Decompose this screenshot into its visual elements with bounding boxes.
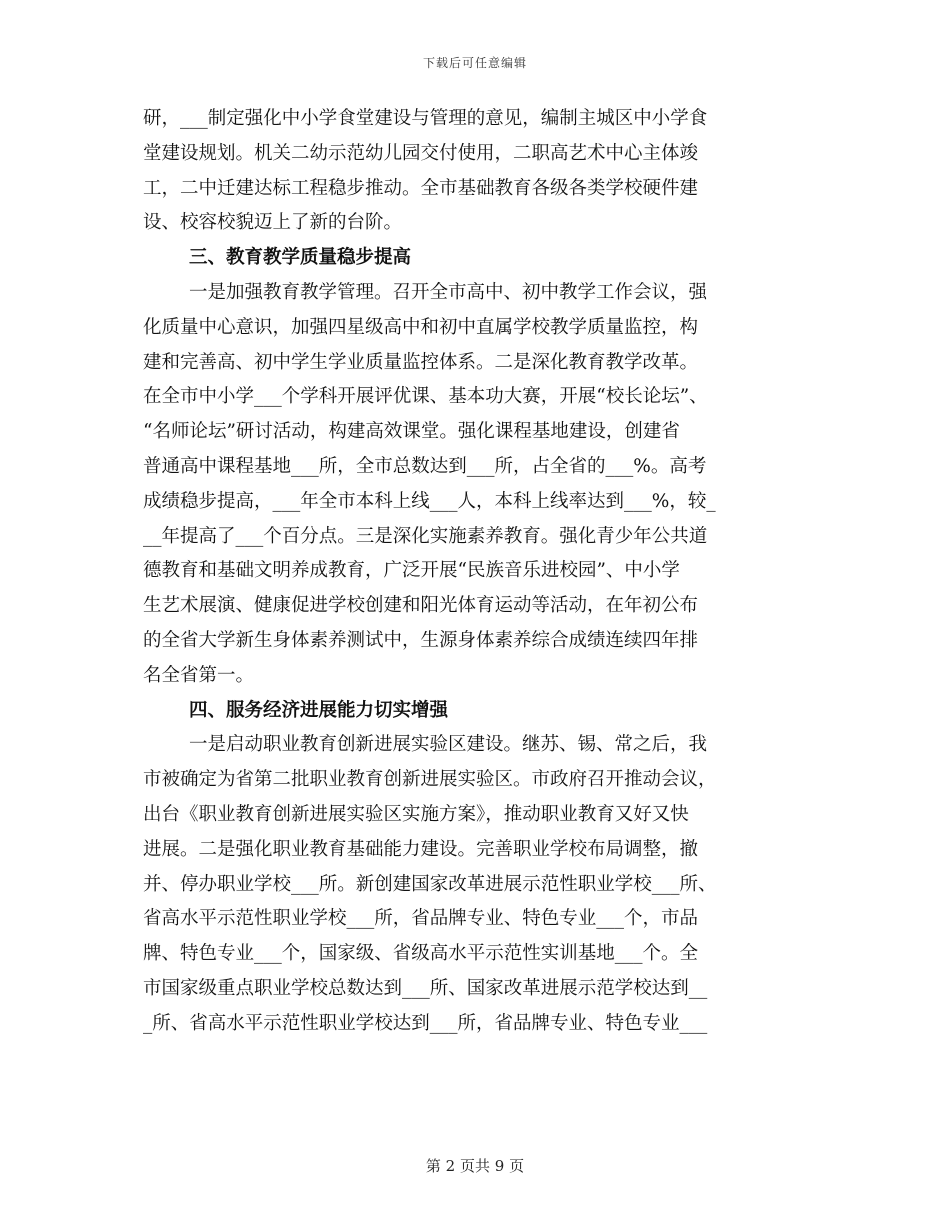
section-heading: 三、教育教学质量稳步提高 xyxy=(189,247,412,269)
paragraph-line: 名全省第一。 xyxy=(143,664,255,686)
paragraph-line: 研，___制定强化中小学食堂建设与管理的意见，编制主城区中小学食 xyxy=(143,108,708,129)
paragraph-line: 德教育和基础文明养成教育，广泛开展“民族音乐进校园”、中小学 xyxy=(143,560,680,582)
paragraph-line: 建和完善高、初中学生学业质量监控体系。二是深化教育教学改革。 xyxy=(143,351,699,373)
page-header: 下载后可任意编辑 xyxy=(422,56,527,70)
page-number-footer: 第 2 页共 9 页 xyxy=(425,1157,525,1175)
paragraph-line: “名师论坛”研讨活动，构建高效课堂。强化课程基地建设，创建省 xyxy=(143,421,680,443)
paragraph-line: 工，二中迁建达标工程稳步推动。全市基础教育各级各类学校硬件建 xyxy=(143,177,699,199)
paragraph-line: 牌、特色专业___个，国家级、省级高水平示范性实训基地___个。全 xyxy=(143,943,699,965)
paragraph-line: 设、校容校貌迈上了新的台阶。 xyxy=(143,212,403,234)
paragraph-line: 堂建设规划。机关二幼示范幼儿园交付使用，二职高艺术中心主体竣 xyxy=(143,142,699,164)
paragraph-line: _所、省高水平示范性职业学校达到___所，省品牌专业、特色专业___ xyxy=(143,1012,708,1034)
paragraph-line: 生艺术展演、健康促进学校创建和阳光体育运动等活动，在年初公布 xyxy=(143,595,699,617)
paragraph-line: 进展。二是强化职业教育基础能力建设。完善职业学校布局调整，撤 xyxy=(143,838,699,860)
paragraph-line: 市国家级重点职业学校总数达到___所、国家改革进展示范学校达到__ xyxy=(143,977,708,999)
document-body xyxy=(143,102,813,1042)
paragraph-line: 并、停办职业学校___所。新创建国家改革进展示范性职业学校___所、 xyxy=(143,873,717,895)
paragraph-line: 省高水平示范性职业学校___所，省品牌专业、特色专业___个，市品 xyxy=(143,908,699,930)
paragraph-line: 市被确定为省第二批职业教育创新进展实验区。市政府召开推动会议， xyxy=(143,769,717,791)
paragraph-line: 成绩稳步提高，___年全市本科上线___人，本科上线率达到___%，较_ xyxy=(143,490,716,512)
paragraph-line: 化质量中心意识，加强四星级高中和初中直属学校教学质量监控，构 xyxy=(143,316,699,338)
paragraph-line: 在全市中小学___个学科开展评优课、基本功大赛，开展“校长论坛”、 xyxy=(143,386,708,408)
paragraph-line: __年提高了___个百分点。三是深化实施素养教育。强化青少年公共道 xyxy=(143,525,708,547)
paragraph-line: 出台《职业教育创新进展实验区实施方案》，推动职业教育又好又快 xyxy=(143,803,689,825)
paragraph-line: 一是启动职业教育创新进展实验区建设。继苏、锡、常之后，我 xyxy=(189,734,708,756)
paragraph-line: 的全省大学新生身体素养测试中，生源身体素养综合成绩连续四年排 xyxy=(143,629,699,651)
paragraph-line: 一是加强教育教学管理。召开全市高中、初中教学工作会议，强 xyxy=(189,281,708,303)
paragraph-line: 普通高中课程基地___所，全市总数达到___所，占全省的___%。高考 xyxy=(143,455,707,477)
section-heading: 四、服务经济进展能力切实增强 xyxy=(189,699,449,721)
